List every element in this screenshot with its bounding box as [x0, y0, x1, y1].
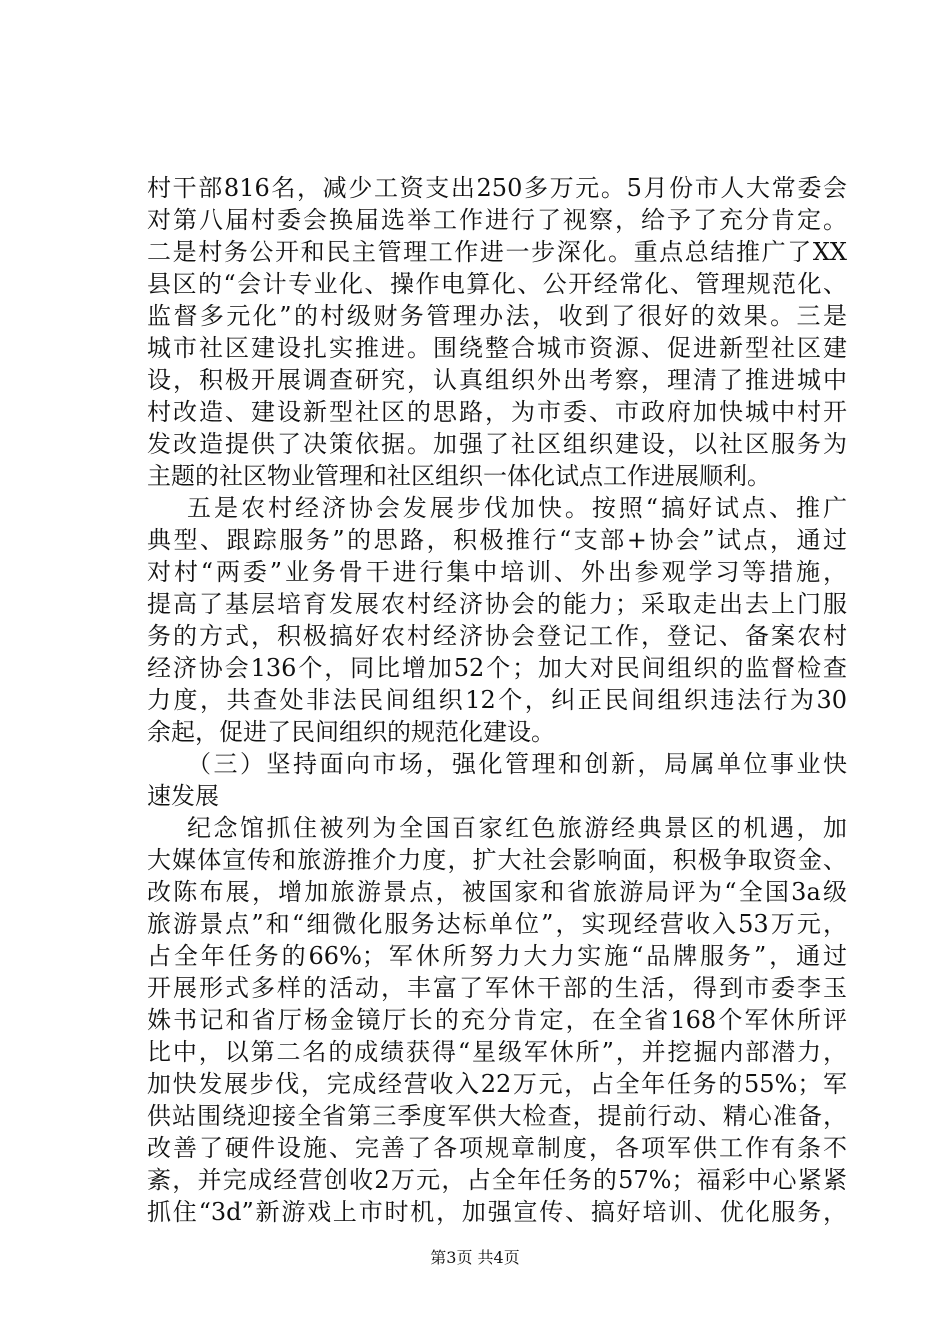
paragraph-first-line: 纪念馆抓住被列为全国百家红色旅游经典景区的机遇，加: [187, 814, 847, 842]
text-line: 供站围绕迎接全省第三季度军供大检查，提前行动、精心准备，: [147, 1102, 847, 1130]
page-number-footer: 第3页 共4页: [430, 1248, 520, 1267]
text-line: 县区的“会计专业化、操作电算化、公开经常化、管理规范化、: [147, 270, 847, 298]
text-line: 城市社区建设扎实推进。围绕整合城市资源、促进新型社区建: [147, 334, 847, 362]
text-line: 力度，共查处非法民间组织12个，纠正民间组织违法行为30: [147, 686, 847, 714]
text-line: 二是村务公开和民主管理工作进一步深化。重点总结推广了XX: [147, 238, 847, 266]
text-line: 比中，以第二名的成绩获得“星级军休所”，并挖掘内部潜力，: [147, 1038, 847, 1066]
text-line: 村干部816名，减少工资支出250多万元。5月份市人大常委会: [147, 174, 847, 202]
text-line: 主题的社区物业管理和社区组织一体化试点工作进展顺利。: [147, 462, 771, 490]
text-line: 抓住“3d”新游戏上市时机，加强宣传、搞好培训、优化服务，: [147, 1198, 847, 1226]
text-line: 改陈布展，增加旅游景点，被国家和省旅游局评为“全国3a级: [147, 878, 847, 906]
text-line: 对第八届村委会换届选举工作进行了视察，给予了充分肯定。: [147, 206, 847, 234]
text-line: 提高了基层培育发展农村经济协会的能力；采取走出去上门服: [147, 590, 847, 618]
text-line: 大媒体宣传和旅游推介力度，扩大社会影响面，积极争取资金、: [147, 846, 847, 874]
text-line: 旅游景点”和“细微化服务达标单位”，实现经营收入53万元，: [147, 910, 847, 938]
section-heading-continued: 速发展: [147, 782, 219, 810]
text-line: 紊，并完成经营创收2万元，占全年任务的57%；福彩中心紧紧: [147, 1166, 847, 1194]
text-line: 加快发展步伐，完成经营收入22万元，占全年任务的55%；军: [147, 1070, 847, 1098]
text-line: 设，积极开展调查研究，认真组织外出考察，理清了推进城中: [147, 366, 847, 394]
text-line: 典型、跟踪服务”的思路，积极推行“支部+协会”试点，通过: [147, 526, 847, 554]
text-line: 村改造、建设新型社区的思路，为市委、市政府加快城中村开: [147, 398, 847, 426]
text-line: 经济协会136个，同比增加52个；加大对民间组织的监督检查: [147, 654, 847, 682]
text-line: 开展形式多样的活动，丰富了军休干部的生活，得到市委李玉: [147, 974, 847, 1002]
text-line: 占全年任务的66%；军休所努力大力实施“品牌服务”，通过: [147, 942, 847, 970]
paragraph-first-line: 五是农村经济协会发展步伐加快。按照“搞好试点、推广: [187, 494, 847, 522]
text-line: 监督多元化”的村级财务管理办法，收到了很好的效果。三是: [147, 302, 847, 330]
text-line: 务的方式，积极搞好农村经济协会登记工作，登记、备案农村: [147, 622, 847, 650]
text-line: 对村“两委”业务骨干进行集中培训、外出参观学习等措施，: [147, 558, 847, 586]
text-line: 姝书记和省厅杨金镜厅长的充分肯定，在全省168个军休所评: [147, 1006, 847, 1034]
text-line: 改善了硬件设施、完善了各项规章制度，各项军供工作有条不: [147, 1134, 847, 1162]
text-line: 发改造提供了决策依据。加强了社区组织建设，以社区服务为: [147, 430, 847, 458]
text-line: 余起，促进了民间组织的规范化建设。: [147, 718, 555, 746]
section-heading: （三）坚持面向市场，强化管理和创新，局属单位事业快: [187, 750, 847, 778]
